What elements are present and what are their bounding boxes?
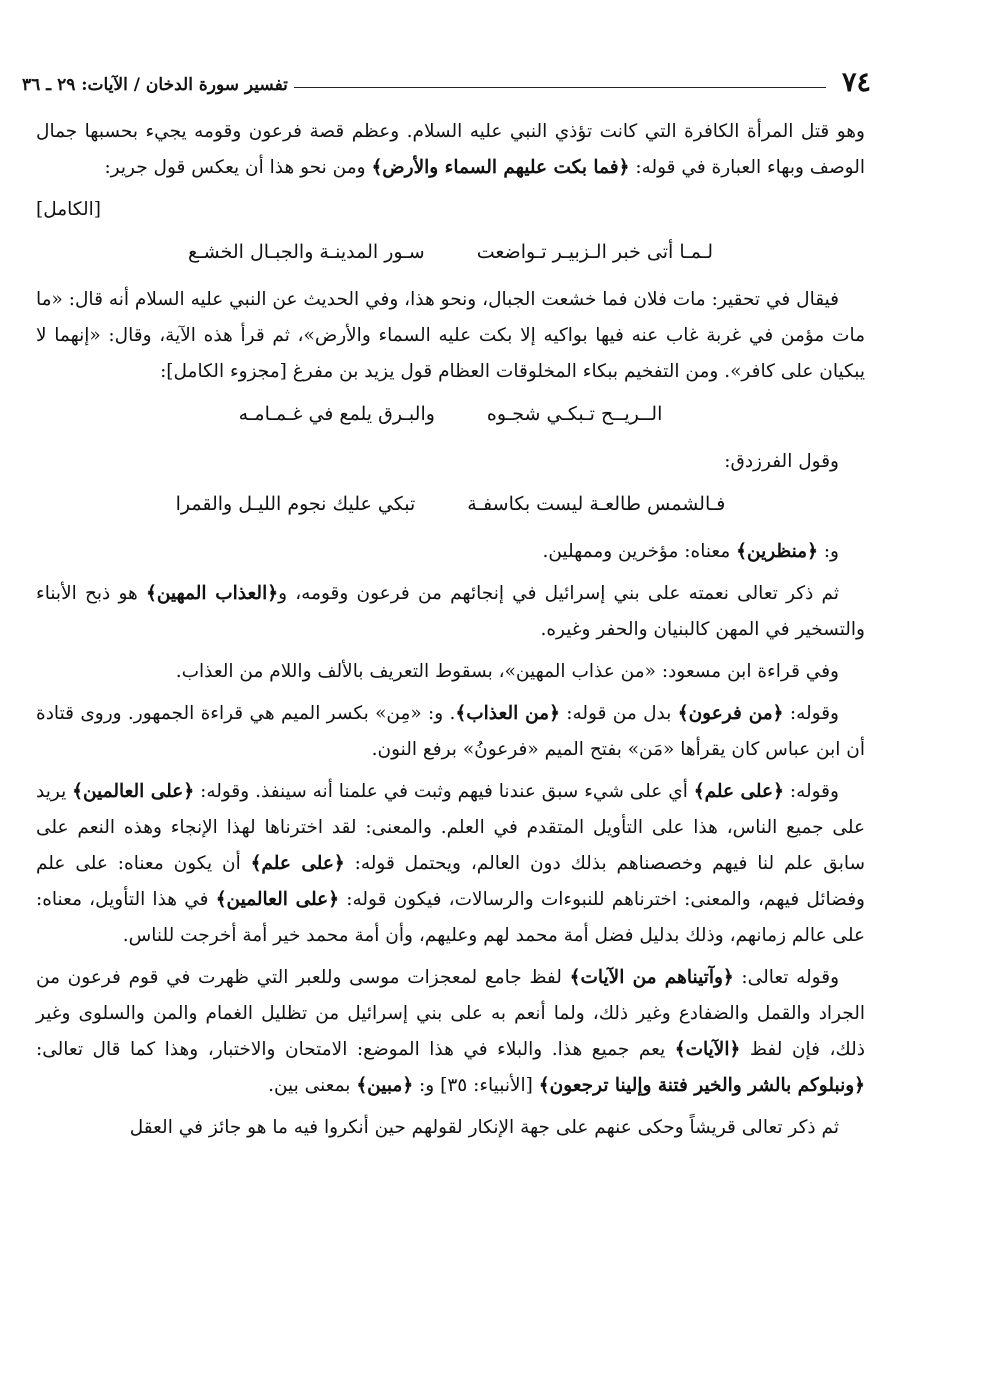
quran-quote: ﴿على علم﴾ (693, 781, 784, 802)
page-body (36, 114, 865, 1152)
text: ثم ذكر تعالى نعمته على بني إسرائيل في إنجائهم من فرعون وقومه، و (278, 583, 839, 604)
paragraph-1 (36, 114, 865, 186)
text: و: (817, 541, 839, 562)
quran-quote: ﴿العذاب المهين﴾ (145, 583, 279, 604)
text: هو ذبح الأبناء والتسخير في المهن كالبنيان والحفر وغيره. (36, 583, 865, 640)
paragraph-7 (36, 696, 865, 768)
text: في هذا التأويل، معناه: على عالم زمانهم، وذلك بدليل فضل أمة محمد لهم وعليهم، وأن أمة محمد خير أمة أخرجت للناس. (36, 889, 865, 946)
text: أن يكون معناه: على علم وفضائل فيهم، والمعنى: اخترناهم للنبوءات والرسالات، فيكون قوله: (36, 853, 865, 910)
quran-quote: ﴿من فرعون﴾ (677, 703, 784, 724)
verse-first-hemistich: الــريــح تـبكـي شجـوه (486, 403, 663, 425)
page-header (22, 62, 871, 96)
meter-reference: [الكامل] (36, 199, 101, 220)
poem-verse-3 (36, 486, 865, 522)
poem-verse-1 (36, 234, 865, 270)
quran-quote: ﴿من العذاب﴾ (455, 703, 560, 724)
quran-quote: ﴿فما بكت عليهم السماء والأرض﴾ (371, 157, 630, 178)
paragraph-9 (36, 960, 865, 1104)
text: وهو قتل المرأة الكافرة التي كانت تؤذي النبي عليه السلام. وعظم قصة فرعون وقومه يجيء بحسبها جمال الوصف وبهاء العبارة في قوله: (36, 121, 865, 178)
text: وقوله: (783, 781, 839, 802)
quran-quote: ﴿وآتيناهم من الآيات﴾ (569, 967, 734, 988)
paragraph-2: فيقال في تحقير: مات فلان فما خشعت الجبال، ونحو هذا، وفي الحديث عن النبي عليه السلام أنه قال: «ما مات مؤمن في غربة غاب عنه فيها بواكيه إلا بكت عليه السماء والأرض»، ثم قرأ هذه الآية، وقال: «إنهما لا يبكيان على كافر». ومن التفخيم ببكاء المخلوقات العظام قول يزيد بن مفرغ [مجزوء الكامل]: (36, 289, 865, 382)
quran-quote: ﴿الآيات﴾ (674, 1039, 741, 1060)
page-number: ٧٤ (841, 67, 871, 98)
verse-second-hemistich: تبكي عليك نجوم الليـل والقمرا (175, 493, 416, 515)
text: معناه: مؤخرين وممهلين. (542, 541, 737, 562)
verse-second-hemistich: سـور المدينـة والجبـال الخشـع (187, 241, 425, 263)
verse-first-hemistich: فـالشمس طالعـة ليست بكاسفـة (467, 493, 726, 515)
verse-second-hemistich: والبـرق يلمع في غـمـامـه (238, 403, 435, 425)
text: [الأنبياء: ٣٥] و: (413, 1075, 539, 1096)
quran-quote: ﴿مبين﴾ (356, 1075, 414, 1096)
quran-quote: ﴿ونبلوكم بالشر والخير فتنة وإلينا ترجعون﴾ (538, 1075, 865, 1096)
text: بدل من قوله: (559, 703, 678, 724)
text: وقوله تعالى: (733, 967, 839, 988)
quran-quote: ﴿على علم﴾ (250, 853, 345, 874)
verse-first-hemistich: لـمـا أتى خبر الـزبيـر تـواضعت (476, 241, 714, 263)
quran-quote: ﴿على العالمين﴾ (72, 781, 195, 802)
paragraph-8 (36, 774, 865, 954)
text: بمعنى بين. (268, 1075, 357, 1096)
paragraph-5 (36, 576, 865, 648)
header-rule (294, 87, 826, 88)
quran-quote: ﴿على العالمين﴾ (215, 889, 340, 910)
poem-verse-2 (36, 396, 865, 432)
text: يريد على جميع الناس، هذا على التأويل المتقدم في العلم. والمعنى: لقد اخترناها لهذا الإنجاء وهذه النعم على سابق علم لنا فيهم وخصصناهم بذلك دون العالم، ويحتمل قوله: (36, 781, 866, 874)
paragraph-3: وقول الفرزدق: (724, 451, 839, 472)
text: . و: «مِن» بكسر الميم هي قراءة الجمهور. وروى قتادة أن ابن عباس كان يقرأها «مَن» بفتح الميم «فرعونُ» برفع النون. (36, 703, 865, 760)
text: يعم جميع هذا. والبلاء في هذا الموضع: الامتحان والاختبار، وهذا كما قال تعالى: (36, 1039, 675, 1060)
text: أي على شيء سبق عندنا فيهم وثبت في علمنا أنه سينفذ. وقوله: (194, 781, 694, 802)
text: لفظ جامع لمعجزات موسى وللعبر التي ظهرت في قوم فرعون من الجراد والقمل والضفادع وغير ذلك، ولما أنعم به على بني إسرائيل من تظليل الغمام والمن والسلوى وغير ذلك، فإن لفظ (36, 967, 865, 1060)
text: ومن نحو هذا أن يعكس قول جرير: (104, 157, 372, 178)
running-title: تفسير سورة الدخان / الآيات: ٢٩ ـ ٣٦ (22, 75, 288, 95)
paragraph-4 (36, 534, 865, 570)
quran-quote: ﴿منظرين﴾ (736, 541, 818, 562)
text: وقوله: (783, 703, 839, 724)
paragraph-10: ثم ذكر تعالى قريشاً وحكى عنهم على جهة الإنكار لقولهم حين أنكروا فيه ما هو جائز في العقل (129, 1117, 839, 1138)
paragraph-6: وفي قراءة ابن مسعود: «من عذاب المهين»، بسقوط التعريف بالألف واللام من العذاب. (175, 661, 839, 682)
